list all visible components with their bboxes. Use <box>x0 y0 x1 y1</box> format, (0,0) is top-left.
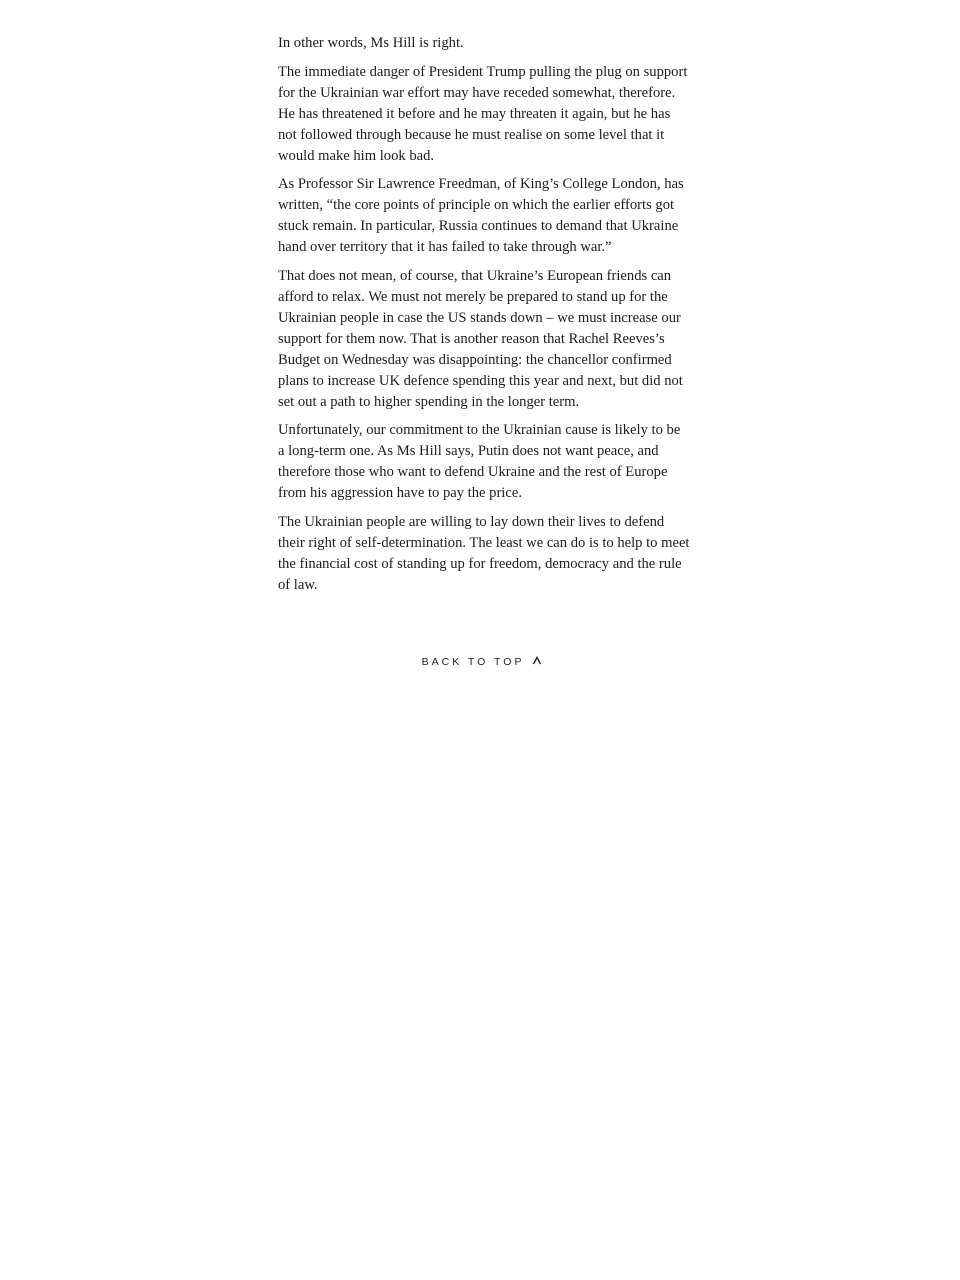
article-paragraph: The immediate danger of President Trump pulling the plug on support for the Ukrainian war effort may have receded somewhat, therefore. He has threatened it before and he may threaten it again, but he has not followed through because he must realise on some level that it would make him look bad. <box>278 63 688 164</box>
article-paragraph: Unfortunately, our commitment to the Ukrainian cause is likely to be a long-term one. As Ms Hill says, Putin does not want peace, and therefore those who want to defend Ukraine and the rest of Europe from his aggression have to pay the price. <box>278 422 681 502</box>
article-paragraph: The Ukrainian people are willing to lay down their lives to defend their right of self-determination. The least we can do is to help to meet the financial cost of standing up for freedom, democracy and the rule of law. <box>278 514 690 593</box>
article-body <box>278 33 690 604</box>
back-to-top-link[interactable] <box>0 656 960 668</box>
article-paragraph: As Professor Sir Lawrence Freedman, of King’s College London, has written, “the core points of principle on which the earlier efforts got stuck remain. In particular, Russia continues to demand that Ukraine hand over territory that it has failed to take through war.” <box>278 176 684 256</box>
article-paragraph: In other words, Ms Hill is right. <box>278 35 464 51</box>
back-to-top-label: BACK TO TOP <box>421 656 525 669</box>
article-paragraph: That does not mean, of course, that Ukraine’s European friends can afford to relax. We must not merely be prepared to stand up for the Ukrainian people in case the US stands down – we must increase our support for them now. That is another reason that Rachel Reeves’s Budget on Wednesday was disappointing: the chancellor confirmed plans to increase UK defence spending this year and next, but did not set out a path to higher spending in the longer term. <box>278 268 683 410</box>
caret-up-icon <box>532 656 542 668</box>
